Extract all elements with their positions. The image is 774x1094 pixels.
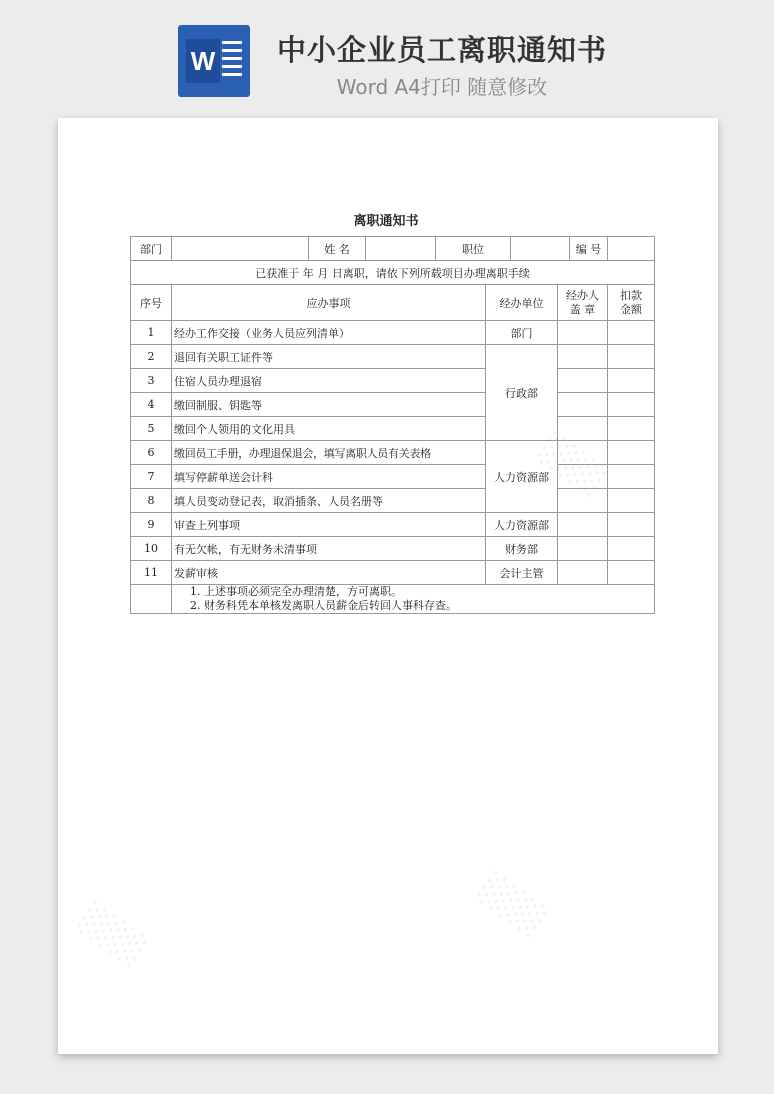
deduct-cell[interactable] [608, 417, 655, 441]
item-unit: 人力资源部 [486, 513, 558, 537]
resignation-form-table [130, 236, 655, 614]
seal-header-line1: 经办人 [566, 288, 599, 302]
item-unit: 财务部 [486, 537, 558, 561]
item-unit: 行政部 [486, 345, 558, 441]
item-row [131, 345, 655, 369]
item-text: 退回有关职工证件等 [172, 345, 486, 369]
number-label: 编 号 [570, 237, 608, 261]
name-field[interactable] [366, 237, 436, 261]
note-line: 2. 财务科凭本单核发离职人员薪金后转回人事科存查。 [190, 599, 457, 612]
position-field[interactable] [511, 237, 570, 261]
item-text: 住宿人员办理退宿 [172, 369, 486, 393]
column-header-row [131, 285, 655, 321]
item-seq: 5 [131, 417, 172, 441]
item-text: 填人员变动登记表，取消插条、人员名册等 [172, 489, 486, 513]
item-unit: 部门 [486, 321, 558, 345]
item-row [131, 393, 655, 417]
deduct-cell[interactable] [608, 345, 655, 369]
item-seq: 3 [131, 369, 172, 393]
item-unit: 会计主管 [486, 561, 558, 585]
deduct-cell[interactable] [608, 441, 655, 465]
notice-row [131, 261, 655, 285]
item-text: 填写停薪单送会计科 [172, 465, 486, 489]
department-label: 部门 [131, 237, 172, 261]
word-icon-letter: W [186, 39, 220, 83]
item-row [131, 369, 655, 393]
word-icon-lines [222, 41, 242, 81]
item-seq: 7 [131, 465, 172, 489]
item-row [131, 321, 655, 345]
seq-header: 序号 [131, 285, 172, 321]
item-row [131, 465, 655, 489]
item-row [131, 417, 655, 441]
item-seq: 8 [131, 489, 172, 513]
deduct-header [608, 285, 655, 321]
seal-cell[interactable] [558, 489, 608, 513]
position-label: 职位 [436, 237, 511, 261]
deduct-cell[interactable] [608, 489, 655, 513]
watermark: ░░░ [74, 901, 151, 970]
number-field[interactable] [608, 237, 655, 261]
department-field[interactable] [172, 237, 309, 261]
document-page [58, 118, 718, 1054]
item-text: 缴回个人领用的文化用具 [172, 417, 486, 441]
deduct-cell[interactable] [608, 393, 655, 417]
seal-cell[interactable] [558, 417, 608, 441]
deduct-header-line1: 扣款 [620, 288, 642, 302]
watermark: ░░░ [474, 871, 551, 940]
item-row [131, 441, 655, 465]
item-text: 缴回制服、钥匙等 [172, 393, 486, 417]
document-subtitle: Word A4打印 随意修改 [336, 75, 548, 99]
notes-row [131, 585, 655, 614]
item-row [131, 513, 655, 537]
item-row [131, 561, 655, 585]
notes-blank-cell [131, 585, 172, 614]
form-title: 离职通知书 [353, 214, 419, 229]
notice-text: 已获准于 年 月 日离职，请依下列所载项目办理离职手续 [131, 261, 655, 285]
deduct-header-line2: 金额 [620, 302, 642, 316]
item-text: 缴回员工手册，办理退保退会，填写离职人员有关表格 [172, 441, 486, 465]
employee-info-row [131, 237, 655, 261]
item-text: 审查上列事项 [172, 513, 486, 537]
item-seq: 6 [131, 441, 172, 465]
seal-cell[interactable] [558, 345, 608, 369]
seal-header [558, 285, 608, 321]
name-label: 姓 名 [309, 237, 366, 261]
item-seq: 1 [131, 321, 172, 345]
item-seq: 10 [131, 537, 172, 561]
watermark: ░░░ [534, 431, 611, 500]
item-header: 应办事项 [172, 285, 486, 321]
item-seq: 9 [131, 513, 172, 537]
deduct-cell[interactable] [608, 465, 655, 489]
deduct-cell[interactable] [608, 321, 655, 345]
item-seq: 2 [131, 345, 172, 369]
item-seq: 11 [131, 561, 172, 585]
item-row [131, 489, 655, 513]
item-text: 发薪审核 [172, 561, 486, 585]
seal-cell[interactable] [558, 465, 608, 489]
seal-cell[interactable] [558, 513, 608, 537]
seal-cell[interactable] [558, 537, 608, 561]
page-header [0, 0, 774, 115]
item-seq: 4 [131, 393, 172, 417]
deduct-cell[interactable] [608, 369, 655, 393]
note-line: 1. 上述事项必须完全办理清楚，方可离职。 [190, 585, 402, 598]
seal-cell[interactable] [558, 393, 608, 417]
unit-header: 经办单位 [486, 285, 558, 321]
deduct-cell[interactable] [608, 537, 655, 561]
item-unit: 人力资源部 [486, 441, 558, 513]
notes-cell [172, 585, 655, 614]
seal-cell[interactable] [558, 441, 608, 465]
seal-cell[interactable] [558, 369, 608, 393]
item-row [131, 537, 655, 561]
deduct-cell[interactable] [608, 561, 655, 585]
seal-cell[interactable] [558, 561, 608, 585]
item-text: 有无欠帐，有无财务未清事项 [172, 537, 486, 561]
seal-header-line2: 盖 章 [569, 302, 596, 316]
document-title: 中小企业员工离职通知书 [276, 33, 607, 67]
seal-cell[interactable] [558, 321, 608, 345]
item-text: 经办工作交接（业务人员应列清单） [172, 321, 486, 345]
word-document-icon [178, 25, 250, 97]
deduct-cell[interactable] [608, 513, 655, 537]
